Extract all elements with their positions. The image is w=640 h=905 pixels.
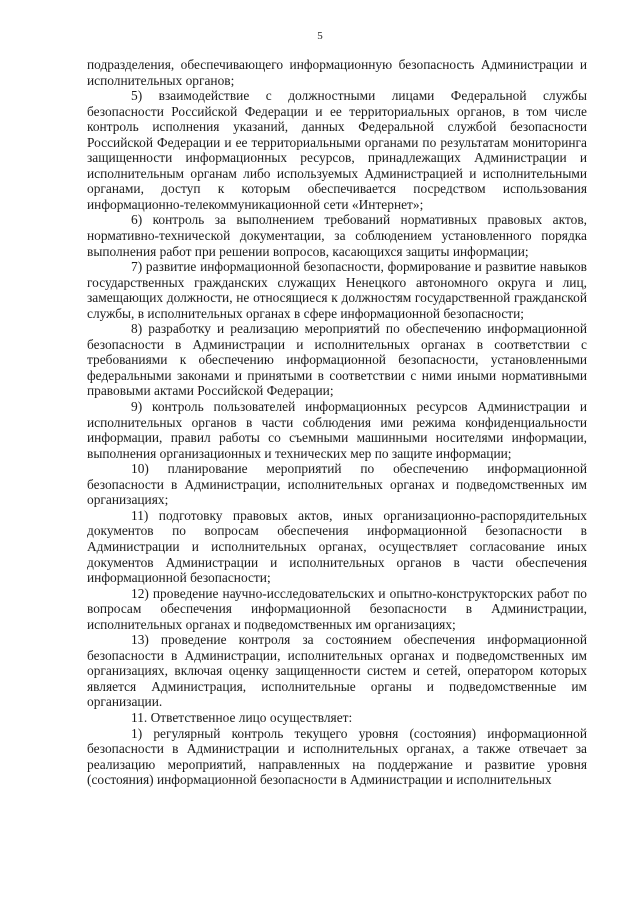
paragraph-item-10: 10) планирование мероприятий по обеспечению информационной безопасности в Администрации, исполнительных органах и подведомственных им организациях; <box>87 461 587 508</box>
paragraph-item-11: 11) подготовку правовых актов, иных организационно-распорядительных документов по вопросам обеспечения информационной безопасности в Администрации и исполнительных органах, осуществляет согласование иных документов Администрации и исполнительных органов в части обеспечения информационной безопасности; <box>87 507 587 586</box>
paragraph-item-7: 7) развитие информационной безопасности, формирование и развитие навыков государственных гражданских служащих Ненецкого автономного округа и лиц, замещающих должности, не относящиеся к должностям государственной гражданской службы, в исполнительных органах в сфере информационной безопасности; <box>87 259 587 321</box>
page-number: 5 <box>317 30 323 42</box>
paragraph-item-13: 13) проведение контроля за состоянием обеспечения информационной безопасности в Администрации, исполнительных органах и подведомственных им организациях, включая оценку защищенности систем и сетей, оператором которых является Администрация, исполнительные органы и подведомственные им организации. <box>87 632 587 710</box>
paragraph-section-11-item-1: 1) регулярный контроль текущего уровня (состояния) информационной безопасности в Администрации и исполнительных органах, а также отвечает за реализацию мероприятий, направленных на поддержание и развитие уровня (состояния) информационной безопасности в Администрации и исполнительных <box>87 725 587 788</box>
paragraph-continuation: подразделения, обеспечивающего информационную безопасность Администрации и исполнительных органов; <box>87 57 587 88</box>
document-body <box>87 57 587 788</box>
paragraph-item-6: 6) контроль за выполнением требований нормативных правовых актов, нормативно-технической документации, за соблюдением установленного порядка выполнения работ при решении вопросов, касающихся защиты информации; <box>87 212 587 259</box>
section-11-heading: 11. Ответственное лицо осуществляет: <box>131 709 353 725</box>
paragraph-item-9: 9) контроль пользователей информационных ресурсов Администрации и исполнительных органов в части соблюдения ими режима конфиденциальности информации, правил работы со съемными машинными носителями информации, выполнения организационных и технических мер по защите информации; <box>87 399 587 461</box>
paragraph-item-8: 8) разработку и реализацию мероприятий по обеспечению информационной безопасности в Администрации и исполнительных органах в соответствии с требованиями к обеспечению информационной безопасности, установленными федеральными законами и принятыми в соответствии с ними иными нормативными правовыми актами Российской Федерации; <box>87 321 587 399</box>
paragraph-item-12: 12) проведение научно-исследовательских и опытно-конструкторских работ по вопросам обеспечения информационной безопасности в Администрации, исполнительных органах и подведомственных им организациях; <box>87 585 587 632</box>
paragraph-item-5: 5) взаимодействие с должностными лицами Федеральной службы безопасности Российской Федерации и ее территориальных органов, в том числе контроль исполнения указаний, данных Федеральной службой безопасности Российской Федерации и ее территориальными органами по результатам мониторинга защищенности информационных ресурсов, принадлежащих Администрации и исполнительным органам либо используемых Администрацией и исполнительными органами, доступ к которым обеспечивается посредством использования информационно-телекоммуникационной сети «Интернет»; <box>87 88 587 212</box>
